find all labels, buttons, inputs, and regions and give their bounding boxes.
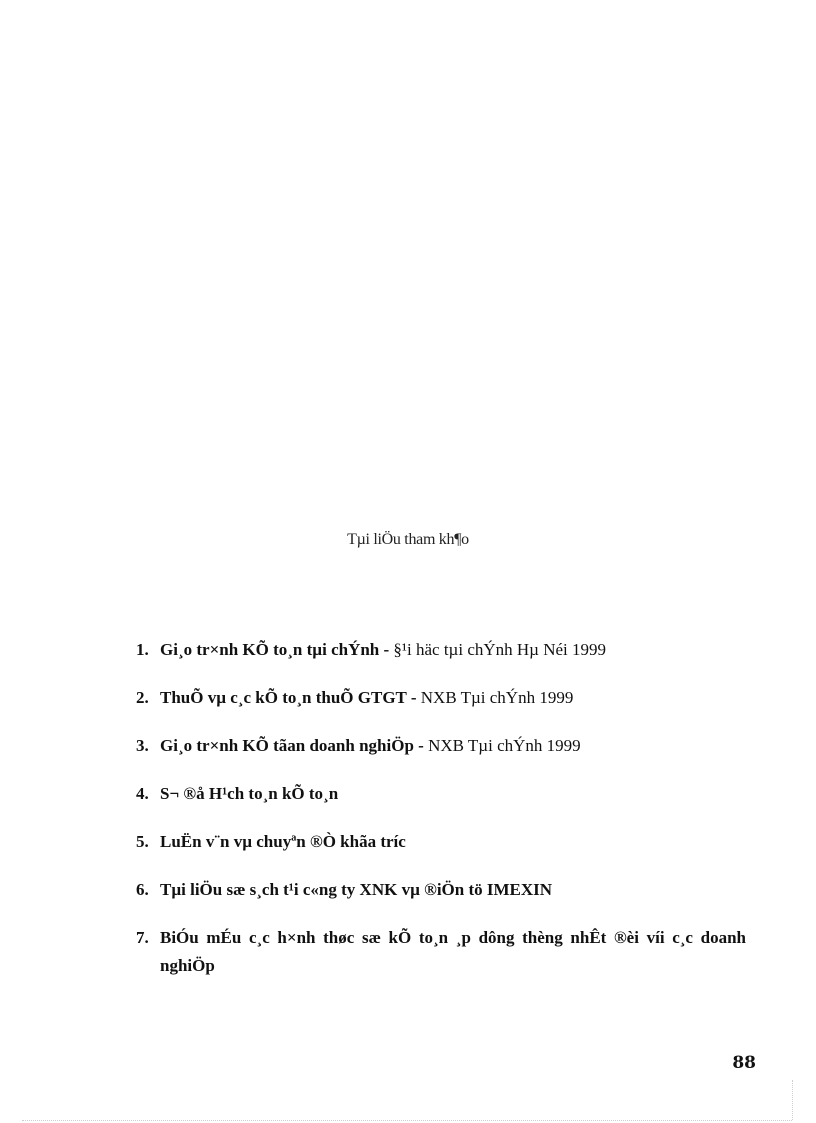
reference-number: 2. xyxy=(136,688,149,707)
reference-body xyxy=(160,732,746,760)
reference-title: Gi¸o tr×nh KÕ to¸n tµi chÝnh xyxy=(160,640,380,659)
reference-item-6 xyxy=(136,876,746,904)
reference-item-3 xyxy=(136,732,746,760)
reference-item-7 xyxy=(136,924,746,980)
page-bottom-border xyxy=(22,1120,792,1121)
reference-body xyxy=(160,924,746,980)
reference-number: 3. xyxy=(136,736,149,755)
reference-separator: - xyxy=(413,736,429,755)
reference-item-5 xyxy=(136,828,746,856)
reference-title: BiÓu mÉu c¸c h×nh thøc sæ kÕ to¸n ¸p dông thèng nhÊt ®èi víi c¸c doanh nghiÖp xyxy=(160,928,746,975)
reference-body xyxy=(160,828,746,856)
reference-publisher: NXB Tµi chÝnh 1999 xyxy=(420,688,574,707)
reference-item-2 xyxy=(136,684,746,712)
reference-list xyxy=(136,636,746,1000)
reference-title: S¬ ®å H¹ch to¸n kÕ to¸n xyxy=(160,784,339,803)
reference-title: Gi¸o tr×nh KÕ tãan doanh nghiÖp xyxy=(160,736,414,755)
page-right-border xyxy=(792,1080,793,1120)
reference-number: 7. xyxy=(136,928,149,947)
reference-body xyxy=(160,684,746,712)
reference-number: 1. xyxy=(136,640,149,659)
reference-number: 6. xyxy=(136,880,149,899)
reference-item-1 xyxy=(136,636,746,664)
reference-separator: - xyxy=(406,688,421,707)
reference-number: 4. xyxy=(136,784,149,803)
reference-publisher: NXB Tµi chÝnh 1999 xyxy=(428,736,581,755)
reference-title: LuËn v¨n vµ chuyªn ®Ò khãa tríc xyxy=(160,832,406,851)
reference-body xyxy=(160,876,746,904)
reference-separator: - xyxy=(379,640,394,659)
reference-body xyxy=(160,780,746,808)
reference-title: Tµi liÖu sæ s¸ch t¹i c«ng ty XNK vµ ®iÖn tö IMEXIN xyxy=(160,880,553,899)
reference-item-4 xyxy=(136,780,746,808)
reference-body xyxy=(160,636,746,664)
reference-number: 5. xyxy=(136,832,149,851)
page-number: 88 xyxy=(732,1053,756,1073)
reference-publisher: §¹i häc tµi chÝnh Hµ Néi 1999 xyxy=(393,640,607,659)
page-title: Tµi liÖu tham kh¶o xyxy=(347,531,469,548)
reference-title: ThuÕ vµ c¸c kÕ to¸n thuÕ GTGT xyxy=(160,688,407,707)
